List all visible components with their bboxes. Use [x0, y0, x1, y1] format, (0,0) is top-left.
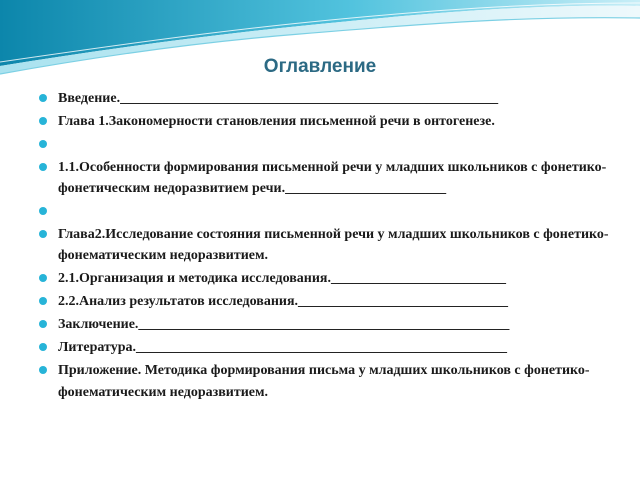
toc-item-conclusion [38, 314, 613, 335]
toc-item-chapter-1 [38, 111, 613, 132]
bullet-icon [39, 274, 47, 282]
toc-item-section-1-1 [38, 157, 613, 199]
page-title: Оглавление [263, 56, 377, 77]
toc-item-section-2-2 [38, 291, 613, 312]
toc-item-text: Приложение. Методика формирования письма у младших школьников с фонетико-фонематическим недоразвитием. [58, 363, 590, 400]
bullet-icon [39, 297, 47, 305]
toc-item-text: Введение.______________________________________________________ [58, 91, 499, 106]
bullet-icon [39, 163, 47, 171]
bullet-icon [39, 94, 47, 102]
toc-item-text: Заключение._____________________________________________________ [58, 317, 510, 332]
bullet-icon [39, 366, 47, 374]
toc-item-text: Литература._____________________________________________________ [58, 340, 507, 355]
toc-item-text: Глава 1.Закономерности становления письменной речи в онтогенезе. [58, 114, 495, 129]
toc-item-blank [38, 201, 613, 222]
toc-item-text: 2.1.Организация и методика исследования._________________________ [58, 271, 506, 286]
bullet-icon [39, 117, 47, 125]
bullet-icon [39, 343, 47, 351]
toc-item-chapter-2 [38, 224, 613, 266]
toc-item-section-2-1 [38, 268, 613, 289]
toc-item-introduction [38, 88, 613, 109]
toc-item-text: Глава2.Исследование состояния письменной речи у младших школьников с фонетико-фонематическим недоразвитием. [58, 227, 609, 263]
toc-item-appendix [38, 360, 613, 404]
toc-item-text: 1.1.Особенности формирования письменной речи у младших школьников с фонетико-фонетическим недоразвитием речи._______________________ [58, 160, 607, 196]
bullet-icon [39, 140, 47, 148]
toc-item-blank [38, 134, 613, 155]
table-of-contents [38, 88, 613, 406]
bullet-icon [39, 207, 47, 215]
toc-item-text: 2.2.Анализ результатов исследования.______________________________ [58, 294, 509, 309]
bullet-icon [39, 230, 47, 238]
toc-item-literature [38, 337, 613, 358]
bullet-icon [39, 320, 47, 328]
